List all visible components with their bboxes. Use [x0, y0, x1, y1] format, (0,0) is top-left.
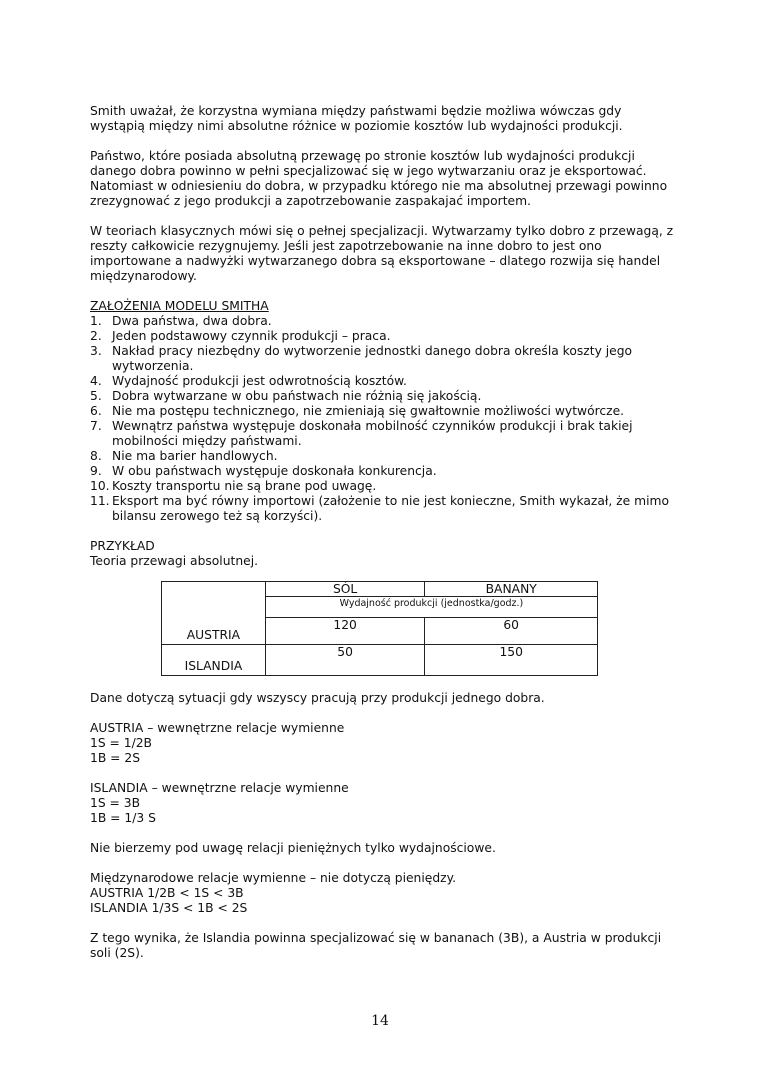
- cell-islandia-salt: 50: [265, 645, 425, 676]
- col-header-salt: SÓL: [265, 582, 425, 597]
- list-item: [90, 329, 680, 344]
- page-number: 14: [371, 1013, 389, 1029]
- list-item: [90, 494, 680, 524]
- list-text: Koszty transportu nie są brane pod uwagę.: [112, 479, 377, 493]
- intl-heading: Międzynarodowe relacje wymienne – nie dotyczą pieniędzy.: [90, 871, 457, 885]
- list-text: Nakład pracy niezbędny do wytworzenie jednostki danego dobra określa koszty jego wytworzenia.: [112, 344, 633, 373]
- cell-islandia-bananas: 150: [425, 645, 598, 676]
- austria-heading: AUSTRIA – wewnętrzne relacje wymienne: [90, 721, 345, 735]
- list-text: Wydajność produkcji jest odwrotnością kosztów.: [112, 374, 407, 388]
- list-text: Nie ma postępu technicznego, nie zmieniają się gwałtownie możliwości wytwórcze.: [112, 404, 625, 418]
- body-text-bottom: [90, 691, 680, 976]
- list-number: 2.: [90, 329, 102, 343]
- list-item: [90, 374, 680, 389]
- list-text: Jeden podstawowy czynnik produkcji – praca.: [112, 329, 391, 343]
- list-text: Nie ma barier handlowych.: [112, 449, 278, 463]
- paragraph-2: Państwo, które posiada absolutną przewagę po stronie kosztów lub wydajności produkcji danego dobra powinno w pełni specjalizować się w jego wytwarzaniu oraz je eksportować. Natomiast w odniesieniu do dobra, w przypadku którego nie ma absolutnej przewagi powinno zrezygnować z jego produkcji a zapotrzebowanie zaspakajać importem.: [90, 149, 668, 208]
- intl-line: AUSTRIA 1/2B < 1S < 3B: [90, 886, 244, 900]
- example-subtitle: Teoria przewagi absolutnej.: [90, 554, 259, 568]
- table-corner-cell: [162, 582, 266, 645]
- list-number: 7.: [90, 419, 102, 433]
- list-number: 4.: [90, 374, 102, 388]
- list-item: [90, 464, 680, 479]
- country-austria: AUSTRIA: [186, 628, 241, 642]
- list-number: 11.: [90, 494, 110, 508]
- islandia-line: 1B = 1/3 S: [90, 811, 156, 825]
- list-item: [90, 389, 680, 404]
- assumptions-list: [90, 314, 680, 524]
- col-header-bananas: BANANY: [425, 582, 598, 597]
- austria-line: 1B = 2S: [90, 751, 141, 765]
- intl-line: ISLANDIA 1/3S < 1B < 2S: [90, 901, 248, 915]
- list-number: 6.: [90, 404, 102, 418]
- list-number: 9.: [90, 464, 102, 478]
- austria-line: 1S = 1/2B: [90, 736, 152, 750]
- list-item: [90, 404, 680, 419]
- money-note: Nie bierzemy pod uwagę relacji pieniężnych tylko wydajnościowe.: [90, 841, 496, 855]
- list-number: 5.: [90, 389, 102, 403]
- list-item: [90, 479, 680, 494]
- list-item: [90, 344, 680, 374]
- list-text: Eksport ma być równy importowi (założenie to nie jest konieczne, Smith wykazał, że mimo bilansu zerowego też są korzyści).: [112, 494, 670, 523]
- paragraph-1: Smith uważał, że korzystna wymiana między państwami będzie możliwa wówczas gdy wystąpią między nimi absolutne różnice w poziomie kosztów lub wydajności produkcji.: [90, 104, 623, 133]
- list-text: Dobra wytwarzane w obu państwach nie różnią się jakością.: [112, 389, 482, 403]
- list-item: [90, 419, 680, 449]
- productivity-table: [161, 581, 598, 676]
- list-text: Wewnątrz państwa występuje doskonała mobilność czynników produkcji i brak takiej mobilności między państwami.: [112, 419, 633, 448]
- islandia-line: 1S = 3B: [90, 796, 141, 810]
- cell-austria-bananas: 60: [425, 618, 598, 645]
- example-label: PRZYKŁAD: [90, 539, 155, 553]
- list-number: 1.: [90, 314, 102, 328]
- body-text-top: [90, 104, 680, 569]
- islandia-heading: ISLANDIA – wewnętrzne relacje wymienne: [90, 781, 349, 795]
- list-number: 3.: [90, 344, 102, 358]
- table-subheader: Wydajność produkcji (jednostka/godz.): [265, 597, 597, 618]
- conclusion: Z tego wynika, że Islandia powinna specjalizować się w bananach (3B), a Austria w produkcji soli (2S).: [90, 931, 662, 960]
- list-text: Dwa państwa, dwa dobra.: [112, 314, 272, 328]
- country-islandia: ISLANDIA: [162, 645, 266, 676]
- list-item: [90, 314, 680, 329]
- paragraph-3: W teoriach klasycznych mówi się o pełnej specjalizacji. Wytwarzamy tylko dobro z przewagą, z reszty całkowicie rezygnujemy. Jeśli jest zapotrzebowanie na inne dobro to jest ono importowane a nadwyżki wytwarzanego dobra są eksportowane – dlatego rozwija się handel międzynarodowy.: [90, 224, 674, 283]
- list-item: [90, 449, 680, 464]
- list-number: 8.: [90, 449, 102, 463]
- table-note: Dane dotyczą sytuacji gdy wszyscy pracują przy produkcji jednego dobra.: [90, 691, 545, 705]
- assumptions-heading: ZAŁOŻENIA MODELU SMITHA: [90, 299, 269, 313]
- cell-austria-salt: 120: [265, 618, 425, 645]
- list-number: 10.: [90, 479, 110, 493]
- list-text: W obu państwach występuje doskonała konkurencja.: [112, 464, 437, 478]
